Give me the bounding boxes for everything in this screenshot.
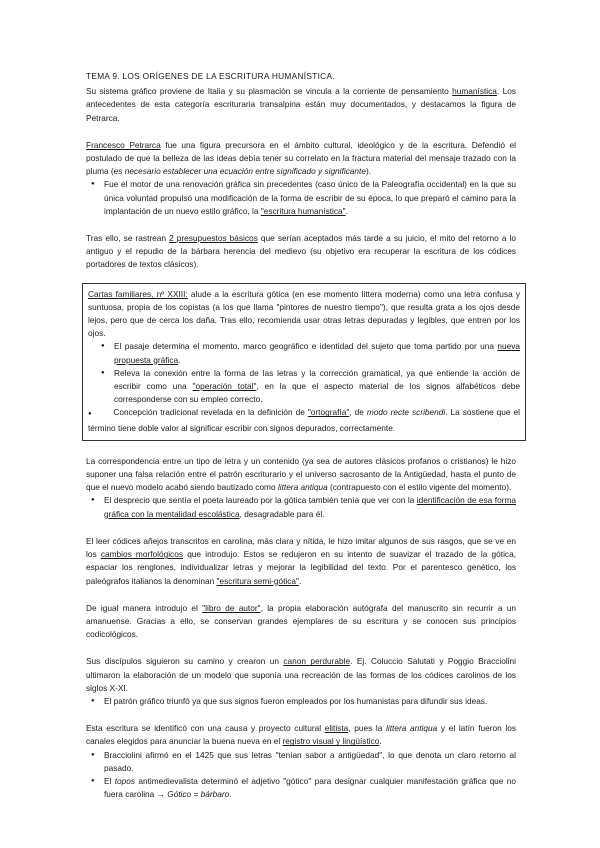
text: , la propia elaboración autógrafa del manuscrito sin recurrir a un amanuense. Gracias a ello, se conservan grandes ejemplares de su escritura y se conocen sus principios codicológicos. (86, 602, 516, 640)
underlined-term: "ortografía" (307, 407, 350, 418)
italic-text: littera antiqua (277, 482, 328, 493)
paragraph-petrarca (86, 139, 516, 179)
underlined-term: identificación de esa forma gráfica con la mentalidad escolástica (104, 495, 516, 519)
text: Sus discípulos siguieron su camino y crearon un (86, 656, 284, 667)
text: La correspondencia entre un tipo de letra y un contenido (ya sea de autores clásicos profanos o cristianos) le hizo suponer una falsa relación entre el patrón escriturario y el universo sacrosanto de la Antigüedad, hasta el punto de que el nuevo modelo acabó siendo bautizado como (86, 455, 516, 493)
underlined-term: registro visual y lingüístico (282, 736, 380, 747)
text: De igual manera introdujo el (86, 602, 203, 613)
list-item (104, 178, 516, 218)
text: El pasaje determina el momento, marco geográfico e identidad del sujeto que toma partido por una (114, 341, 498, 352)
list-item (104, 775, 516, 801)
paragraph-correspondencia (86, 455, 516, 495)
text: y el latín fueron los canales elegidos para anunciar la buena nueva en el (86, 723, 516, 747)
document-page (86, 70, 521, 801)
text: . (178, 354, 181, 365)
bullet-list (88, 340, 520, 406)
italic-text: topos (114, 775, 136, 786)
underlined-term: canon perdurable (283, 656, 351, 667)
text: Tras ello, se rastrean (86, 233, 170, 244)
bullet-icon: ● (88, 411, 93, 418)
text: fue una figura precursora en el ámbito cultural, ideológico y de la escritura. Defendió el postulado de que la belleza de las ideas debía tener su correlato en la fractura material del mensaje trazado con la pluma ( (86, 139, 516, 177)
text: El desprecio que sentía el poeta laureado por la gótica también tenía que ver con la (104, 495, 417, 506)
paragraph-presupuestos (86, 232, 516, 272)
text: alude a la escritura gótica (en ese momento littera moderna) como una letra confusa y suntuosa, propia de los copistas (a los que llama "pintores de nuestro tiempo"), que resulta grata a los ojos desde lejos, pero que de cerca los daña. Tras ello, recomienda usar otras letras depuradas y legibles, que entren por los ojos. (88, 288, 521, 339)
quote-box (82, 283, 526, 441)
text: , desagradable para él. (239, 508, 325, 519)
italic-text: modo recte scribendi (366, 407, 446, 418)
text: Releva la conexión entre la forma de las letras y la corrección gramatical, ya que entiende la acción de escribir como una (114, 367, 520, 392)
underlined-term: "libro de autor" (202, 602, 261, 613)
text: , pues la (348, 723, 387, 734)
bullet-list (86, 178, 516, 218)
italic-text: es necesario establecer una ecuación entre significado y significante (113, 166, 366, 177)
underlined-term: "escritura humanística" (260, 205, 346, 216)
text: , en la que el aspecto material de los signos alfabéticos debe corresponderse con su empleo correcto. (114, 381, 520, 405)
text: . (345, 205, 348, 216)
paragraph-carolina (86, 535, 516, 588)
text: . (229, 789, 232, 800)
text: que introdujo. Estos se redujeron en su intento de suavizar el trazado de la gótica, espaciar los renglones, individualizar letras y mejorar la legibilidad del texto. Por el parentesco genético, los paleógrafos italianos la denominan (86, 549, 517, 586)
underlined-term: 2 presupuestos básicos (169, 233, 258, 244)
list-item (114, 367, 520, 407)
list-item: ● Bracciolini afirmó en el 1425 que sus letras "tenían sabor a antigüedad", lo que denota un claro retorno al pasado. (104, 749, 516, 775)
list-item: ● El patrón gráfico triunfó ya que sus signos fueron empleados por los humanistas para difundir sus ideas. (104, 695, 516, 708)
underlined-term: humanística (452, 86, 497, 97)
text: . La sostiene que el término tiene doble valor al significar escribir con signos depurados, correctamente. (88, 407, 520, 433)
paragraph-libro-autor (86, 602, 516, 642)
text: El leer códices añejos transcritos en carolina, más clara y nítida, le hizo imitar algunos de sus rasgos, que se ve en los (86, 535, 516, 560)
italic-text: littera antiqua (386, 723, 438, 734)
text: El (104, 775, 115, 786)
text: , de (349, 407, 367, 418)
bullet-list (86, 695, 516, 708)
box-bullet-inline (88, 406, 520, 434)
underlined-term: cambios morfológicos (100, 549, 183, 560)
text: Concepción tradicional revelada en la definición de (113, 407, 308, 418)
text: Esta escritura se identificó con una causa y proyecto cultural (86, 723, 325, 734)
underlined-term: elitista (324, 723, 349, 734)
text: Su sistema gráfico proviene de Italia y su plasmación se vincula a la corriente de pensamiento (86, 86, 453, 97)
bullet-list (86, 749, 516, 802)
underlined-term: Cartas familiares, nº XXIII: (88, 288, 188, 299)
text: . Los antecedentes de esta categoría escrituraria transalpina están muy documentados, y destacamos la figura de Petrarca. (86, 86, 516, 123)
underlined-term: Francesco Petrarca (86, 139, 161, 150)
text: que serían aceptados más tarde a su juicio, el mito del retorno a lo antiguo y el repudio de la bárbara herencia del medievo (su objetivo era recuperar la escritura de los códices portadores de textos clásicos). (86, 233, 517, 270)
text: . (298, 575, 302, 586)
text: . (379, 736, 382, 747)
list-item (104, 494, 516, 520)
list-item (114, 340, 520, 366)
box-paragraph (88, 288, 520, 341)
paragraph-elitista (86, 722, 516, 748)
paragraph-origin (86, 85, 516, 125)
paragraph-discipulos (86, 655, 516, 695)
text: antimedievalista determinó el adjetivo "gótico" para designar cualquier manifestación gráfica que no fuera carolina → (104, 775, 516, 800)
text: ). (365, 166, 372, 177)
text: (contrapuesto con el estilo vigente del momento). (327, 482, 512, 493)
underlined-term: "operación total" (192, 381, 257, 392)
bullet-list (86, 494, 516, 520)
underlined-term: nueva propuesta gráfica (114, 341, 520, 365)
page-title: TEMA 9. LOS ORÍGENES DE LA ESCRITURA HUMANÍSTICA. (86, 71, 335, 81)
text: . Ej. Coluccio Salutati y Poggio Bracciolini ultimaron la elaboración de un modelo que suponía una recreación de las formas de los códices carolinos de los siglos X-XI. (86, 656, 516, 693)
italic-text: Gótico = bárbaro (167, 789, 230, 800)
text: Fue el motor de una renovación gráfica sin precedentes (caso único de la Paleografía occidental) en la que su única voluntad propulsó una modificación de la forma de escribir de su época, lo que preparó el camino para la implantación de un nuevo estilo gráfico, la (104, 179, 516, 216)
underlined-term: "escritura semi-gótica" (216, 575, 299, 586)
